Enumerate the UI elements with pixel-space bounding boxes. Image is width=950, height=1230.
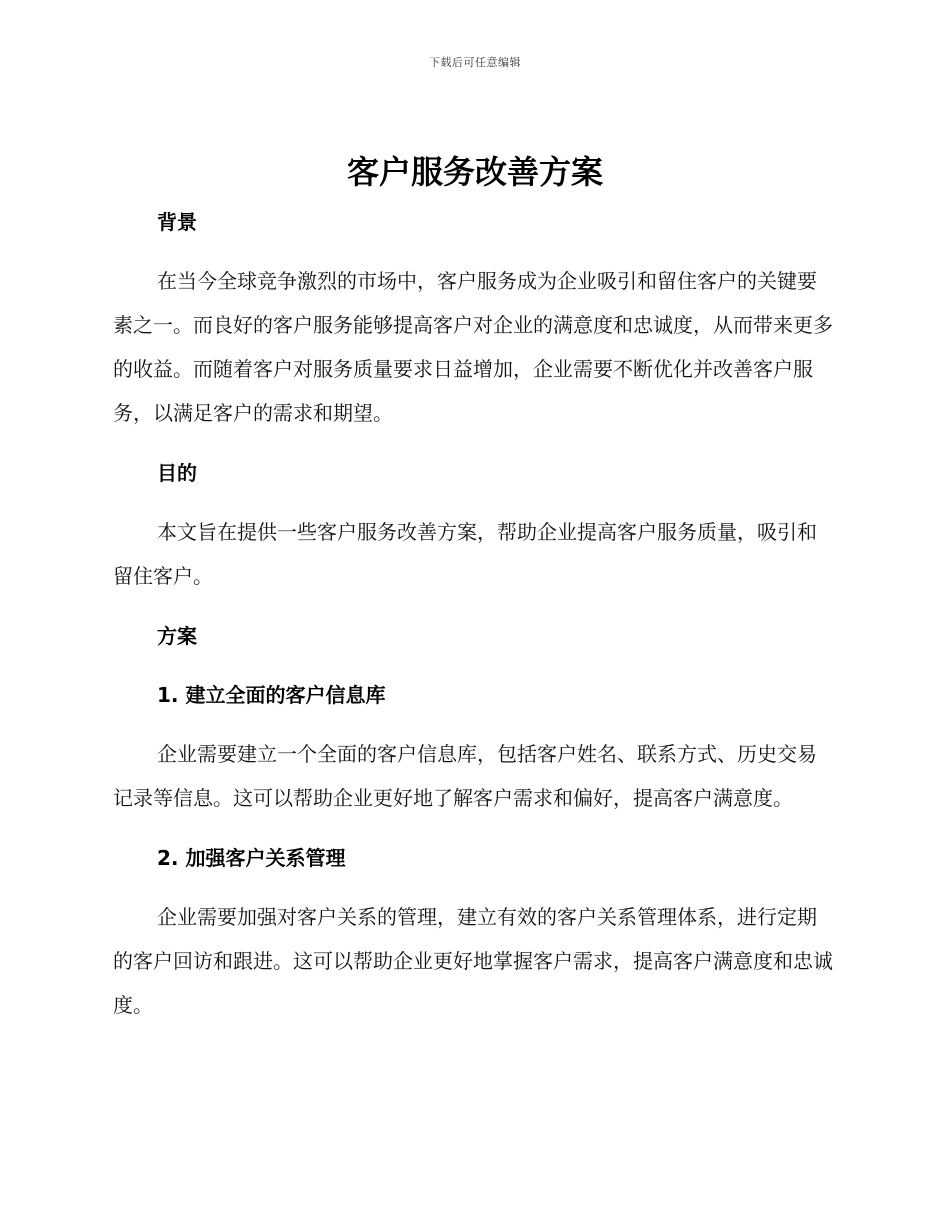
header-note: 下载后可任意编辑: [429, 56, 521, 69]
document-title: 客户服务改善方案: [346, 153, 603, 191]
plan-item-paragraph-2: 企业需要加强对客户关系的管理，建立有效的客户关系管理体系，进行定期的客户回访和跟进。这可以帮助企业更好地掌握客户需求，提高客户满意度和忠诚度。: [113, 905, 833, 1017]
paragraph-purpose: 本文旨在提供一些客户服务改善方案，帮助企业提高客户服务质量，吸引和留住客户。: [113, 520, 817, 588]
plan-item-heading-2: 2. 加强客户关系管理: [157, 846, 346, 870]
plan-item-paragraph-1: 企业需要建立一个全面的客户信息库，包括客户姓名、联系方式、历史交易记录等信息。这可以帮助企业更好地了解客户需求和偏好，提高客户满意度。: [113, 742, 817, 810]
paragraph-background: 在当今全球竞争激烈的市场中，客户服务成为企业吸引和留住客户的关键要素之一。而良好的客户服务能够提高客户对企业的满意度和忠诚度，从而带来更多的收益。而随着客户对服务质量要求日益增加，企业需要不断优化并改善客户服务，以满足客户的需求和期望。: [113, 269, 833, 425]
plan-item-heading-1: 1. 建立全面的客户信息库: [157, 683, 386, 707]
section-heading-purpose: 目的: [157, 461, 197, 485]
section-heading-background: 背景: [157, 210, 197, 234]
section-heading-plan: 方案: [157, 624, 197, 648]
document-body: [113, 200, 833, 1027]
